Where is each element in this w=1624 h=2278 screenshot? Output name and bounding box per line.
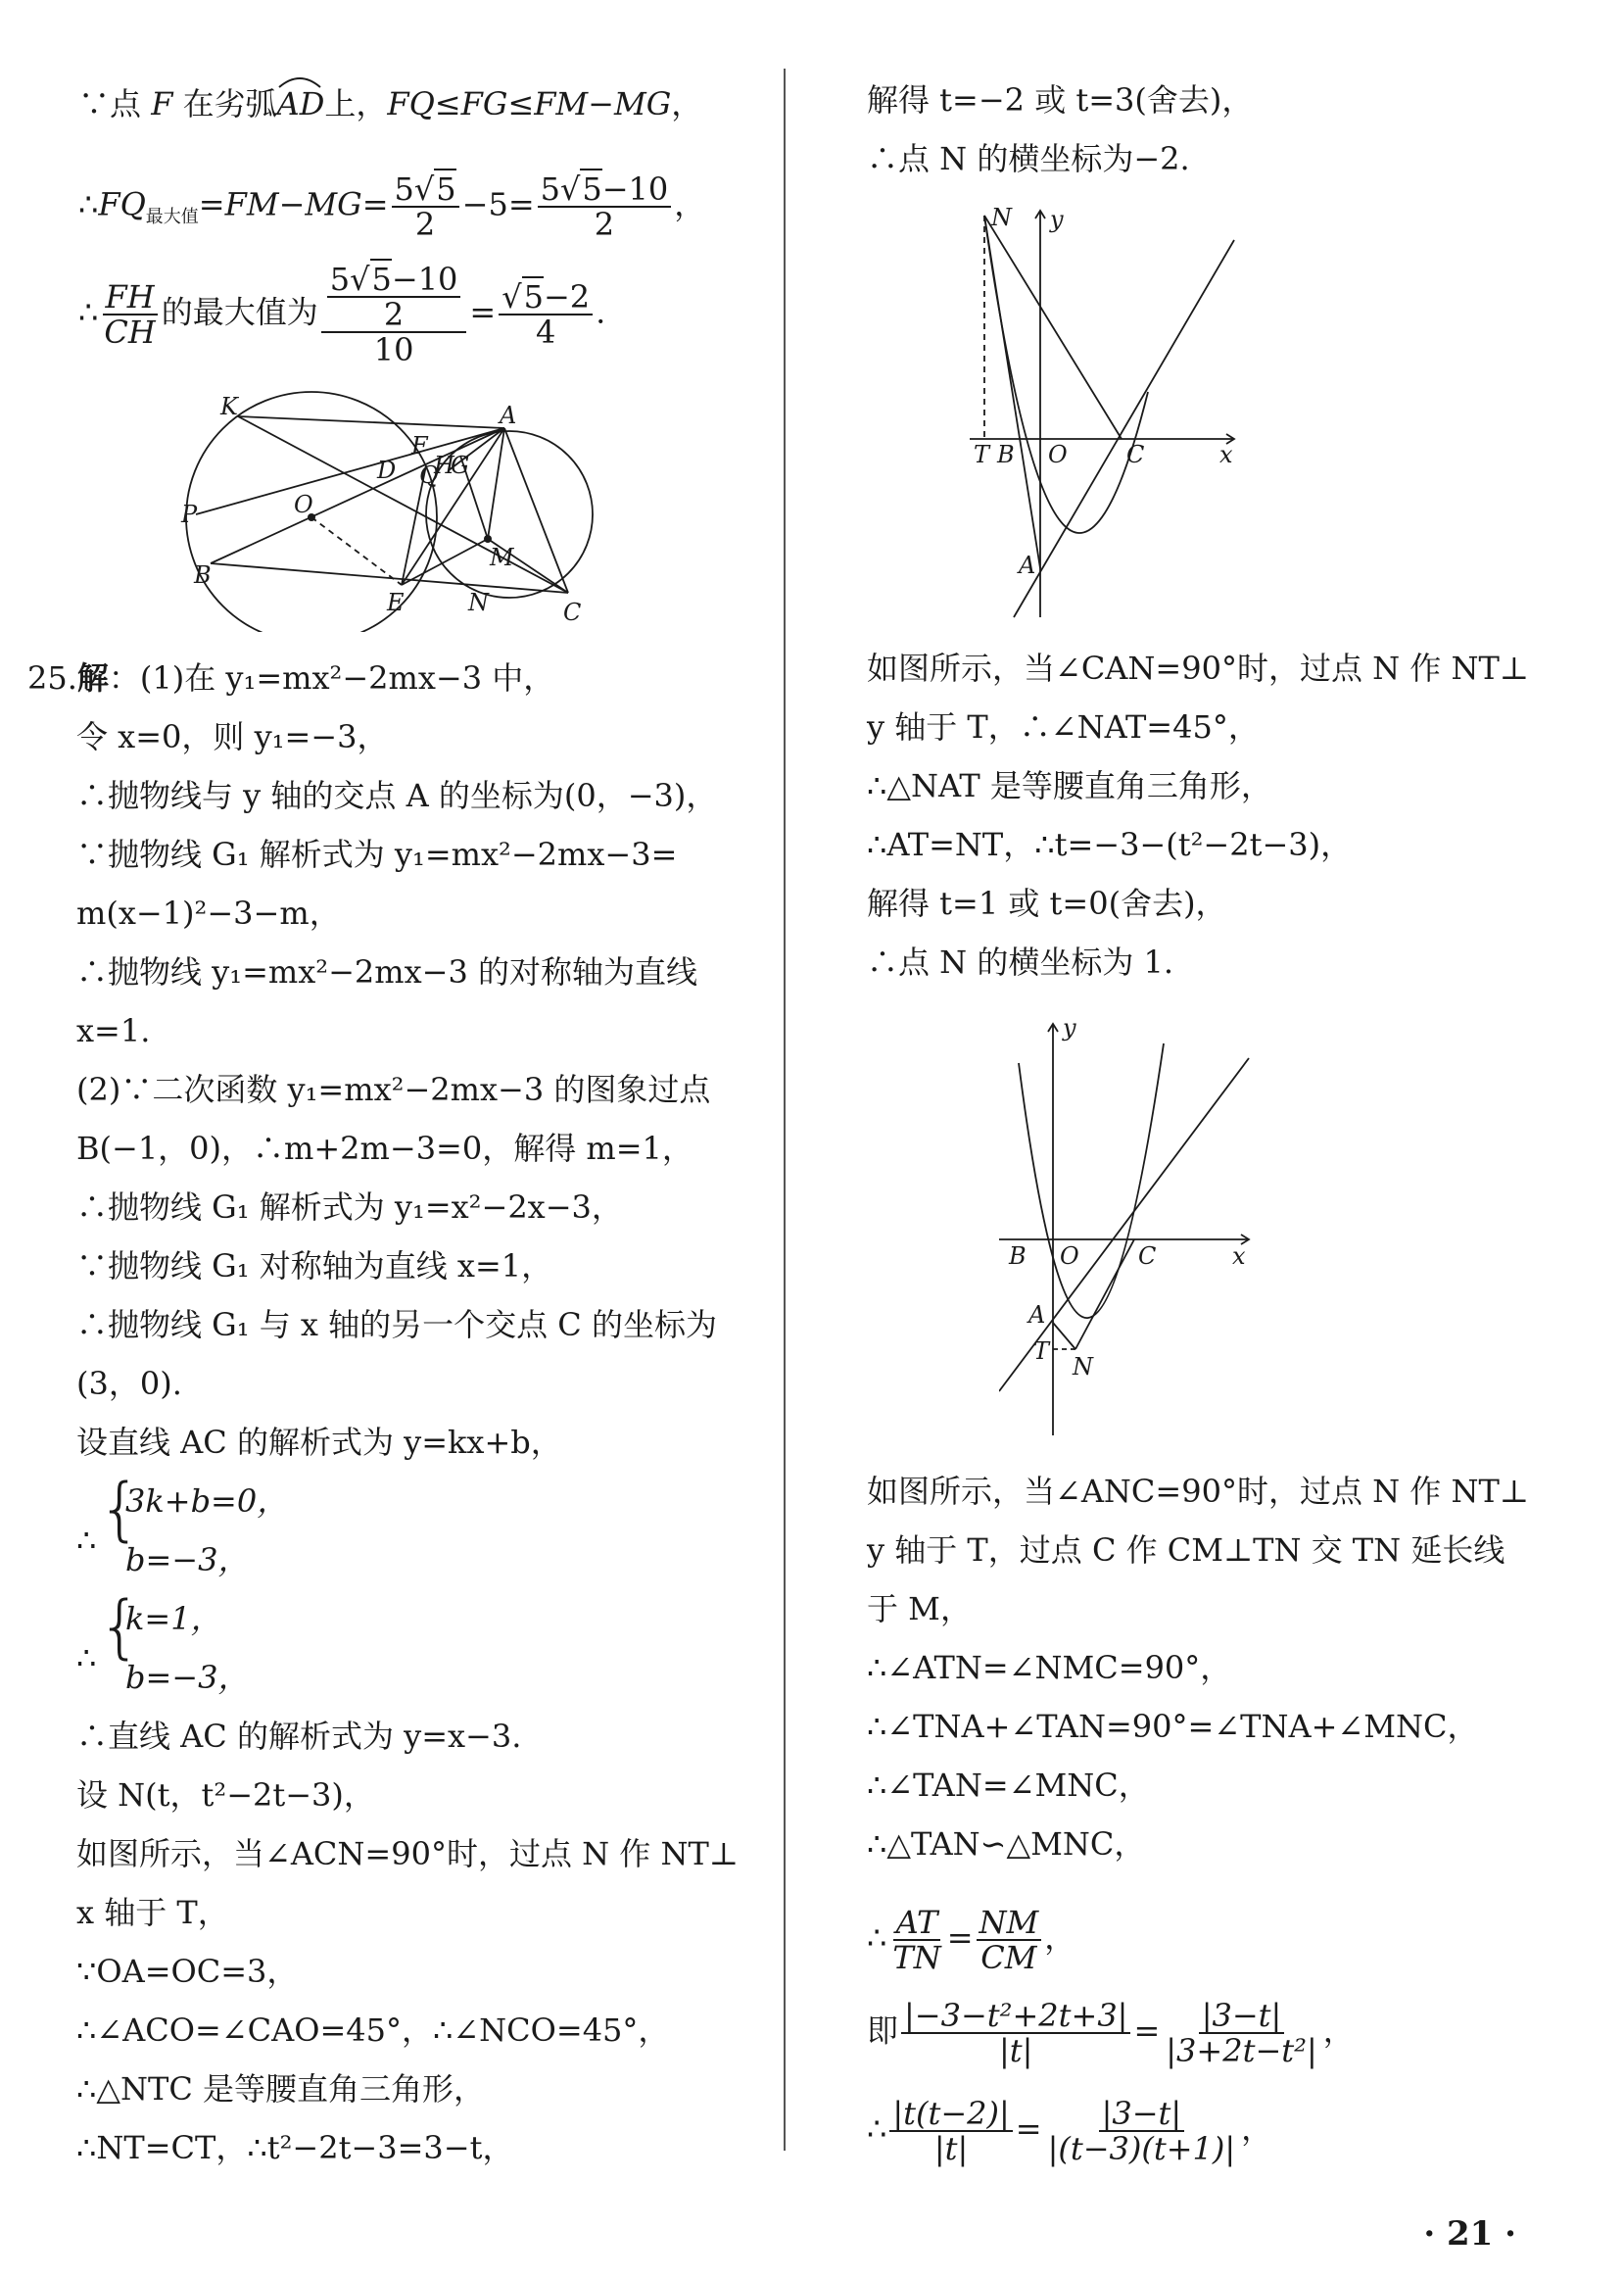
g1-label-t: T	[974, 441, 990, 468]
line-s15b: b=−3，	[125, 1659, 250, 1696]
line-r10: y 轴于 T，过点 C 作 CM⊥TN 交 TN 延长线	[867, 1531, 1505, 1569]
line-r3: 如图所示，当∠CAN=90°时，过点 N 作 NT⊥	[867, 650, 1529, 687]
g2-label-n: N	[1073, 1353, 1093, 1381]
brace-1: {	[98, 1469, 142, 1549]
line-r11: 于 M，	[867, 1590, 972, 1627]
line-r1: 解得 t=−2 或 t=3(舍去)，	[867, 81, 1254, 119]
line-r6: ∴AT=NT，∴t=−3−(t²−2t−3)，	[867, 826, 1353, 863]
line-s18: 如图所示，当∠ACN=90°时，过点 N 作 NT⊥	[76, 1835, 739, 1872]
line-s15a: k=1，	[125, 1600, 222, 1637]
g1-label-c: C	[1126, 441, 1145, 468]
frac-complex: $\frac{\frac{5√5-10}{2}}{10}$	[321, 263, 467, 366]
seg-am	[488, 428, 504, 539]
label-g: G	[451, 452, 470, 479]
seg-nc	[984, 216, 1122, 439]
line-s10: ∵抛物线 G₁ 对称轴为直线 x=1，	[76, 1247, 553, 1284]
g2-label-t: T	[1033, 1337, 1050, 1365]
circle-figure	[167, 387, 607, 632]
line-s2: ∴抛物线与 y 轴的交点 A 的坐标为(0，−3)，	[76, 777, 718, 814]
label-b: B	[194, 561, 212, 589]
point-m	[484, 535, 492, 543]
label-h: H	[434, 452, 454, 479]
line-ac	[1014, 240, 1234, 617]
brace-2: {	[98, 1586, 142, 1667]
arc-ad: AD	[277, 85, 325, 122]
seg-ac	[504, 428, 568, 593]
line-s21: ∴∠ACO=∠CAO=45°，∴∠NCO=45°，	[76, 2011, 670, 2049]
graph-1	[970, 196, 1244, 627]
line-s5: ∴抛物线 y₁=mx²−2mx−3 的对称轴为直线	[76, 953, 698, 991]
label-f: F	[411, 432, 428, 460]
g1-label-a: A	[1019, 552, 1036, 579]
frac-nm-cm: $\frac{NM}{CM}$	[977, 1906, 1042, 1974]
label-m: M	[490, 544, 514, 571]
frac-1: $\frac{5√5}{2}$	[392, 172, 459, 241]
line-s9: ∴抛物线 G₁ 解析式为 y₁=x²−2x−3，	[76, 1188, 623, 1226]
g2-label-a: A	[1028, 1301, 1046, 1329]
label-q: Q	[419, 461, 439, 489]
line-s20: ∵OA=OC=3，	[76, 1953, 299, 1990]
line-s6: x=1.	[76, 1012, 151, 1049]
g2-label-y: y	[1063, 1014, 1076, 1042]
frac-r17-2: $\frac{|3-t|}{\text{|3+2t−t²|}}$	[1166, 1997, 1317, 2069]
label-o: O	[294, 491, 313, 518]
frac-r18-2: $\frac{|3-t|}{|(t-3)(t+1)|}$	[1047, 2095, 1236, 2167]
line-s14-pre: ∴	[76, 1522, 97, 1559]
label-a: A	[500, 402, 517, 429]
g1-label-y: y	[1050, 206, 1064, 233]
line-s7: (2)∵二次函数 y₁=mx²−2mx−3 的图象过点	[76, 1071, 711, 1108]
line-r7: 解得 t=1 或 t=0(舍去)，	[867, 885, 1227, 922]
seg-em	[402, 539, 488, 585]
g1-label-n: N	[991, 204, 1012, 231]
line-l1: ∵点 F 在劣弧 AD上，FQ≤FG≤FM−MG，	[78, 84, 702, 123]
g2-label-b: B	[1009, 1242, 1027, 1270]
g2-label-c: C	[1138, 1242, 1157, 1270]
seg-ka	[238, 416, 504, 428]
g2-label-x: x	[1232, 1242, 1246, 1270]
line-r9: 如图所示，当∠ANC=90°时，过点 N 作 NT⊥	[867, 1473, 1529, 1510]
line-s1: 令 x=0，则 y₁=−3，	[76, 718, 389, 755]
line-s12: (3，0).	[76, 1365, 182, 1402]
line-s3: ∵抛物线 G₁ 解析式为 y₁=mx²−2mx−3=	[76, 836, 678, 873]
line-l2: $\therefore FQ_{最大值}=FM-MG=$ $\frac{5√5}{2}$ −5= $\frac{5√5-10}{2}$ ，	[78, 170, 706, 243]
seg-kc	[238, 416, 568, 593]
parabola	[1019, 1043, 1164, 1318]
frac-at-tn: $\frac{AT}{TN}$	[892, 1904, 941, 1976]
line-s13: 设直线 AC 的解析式为 y=kx+b，	[76, 1424, 562, 1461]
line-r18: ∴ $\frac{|t(t-2)|}{|t|}$ = $\frac{|3-t|}{|(t-3)(t+1)|}$ ，	[867, 2095, 1273, 2167]
line-r2: ∴点 N 的横坐标为−2.	[867, 140, 1190, 177]
frac-r18-1: $\frac{|t(t-2)|}{|t|}$	[889, 2097, 1012, 2165]
frac-fh-ch: $\frac{FH}{CH}$	[104, 278, 156, 351]
line-s22: ∴△NTC 是等腰直角三角形，	[76, 2070, 485, 2108]
line-l3: ∴ $\frac{FH}{CH}$ 的最大值为 $\frac{\frac{5√5-10}{2}}{10}$ = $\frac{√5-2}{4}$ .	[78, 261, 606, 368]
line-s11: ∴抛物线 G₁ 与 x 轴的另一个交点 C 的坐标为	[76, 1306, 717, 1343]
line-s16: ∴直线 AC 的解析式为 y=x−3.	[76, 1718, 522, 1755]
line-r8: ∴点 N 的横坐标为 1.	[867, 944, 1174, 981]
line-r4: y 轴于 T，∴∠NAT=45°，	[867, 708, 1260, 746]
g1-label-b: B	[997, 441, 1015, 468]
seg-an	[1053, 1323, 1075, 1349]
line-s4: m(x−1)²−3−m，	[76, 895, 341, 932]
line-s17: 设 N(t，t²−2t−3)，	[76, 1776, 375, 1814]
line-r13: ∴∠TNA+∠TAN=90°=∠TNA+∠MNC，	[867, 1708, 1479, 1745]
line-r5: ∴△NAT 是等腰直角三角形，	[867, 767, 1272, 804]
g2-label-o: O	[1060, 1242, 1079, 1270]
column-divider	[784, 69, 786, 2151]
label-p: P	[181, 501, 198, 528]
label-n: N	[468, 589, 489, 616]
graph-2	[999, 1014, 1254, 1445]
arc-mark	[277, 73, 322, 89]
line-s14a: 3k+b=0，	[125, 1482, 289, 1520]
line-s14b: b=−3，	[125, 1541, 250, 1578]
line-r16: ∴ $\frac{AT}{TN}$ = $\frac{NM}{CM}$ ，	[867, 1904, 1076, 1976]
seg-na	[984, 216, 1040, 568]
seg-nc	[1075, 1239, 1134, 1349]
label-e: E	[387, 589, 405, 616]
line-s15-pre: ∴	[76, 1639, 97, 1676]
g1-label-x: x	[1219, 441, 1233, 468]
line-s19: x 轴于 T，	[76, 1894, 229, 1931]
line-r15: ∴△TAN∽△MNC，	[867, 1825, 1146, 1863]
frac-2: $\frac{5√5-10}{2}$	[538, 172, 672, 241]
line-r12: ∴∠ATN=∠NMC=90°，	[867, 1649, 1232, 1686]
frac-r17-1: $\frac{\text{|−3−t²+2t+3|}}{|t|}$	[901, 1999, 1130, 2067]
line-r14: ∴∠TAN=∠MNC，	[867, 1767, 1150, 1804]
line-r17: 即 $\frac{\text{|−3−t²+2t+3|}}{|t|}$ = $\frac{|3-t|}{\text{|3+2t−t²|}}$ ，	[867, 1997, 1355, 2069]
page-number: · 21 ·	[1423, 2214, 1516, 2254]
line-s23: ∴NT=CT，∴t²−2t−3=3−t，	[76, 2129, 514, 2166]
line-q25: 25.解：(1)在 y₁=mx²−2mx−3 中，	[27, 659, 555, 697]
g1-label-o: O	[1048, 441, 1068, 468]
label-k: K	[220, 393, 238, 420]
label-c: C	[563, 599, 582, 626]
line-s8: B(−1，0)，∴m+2m−3=0，解得 m=1，	[76, 1130, 693, 1167]
frac-result: $\frac{√5-2}{4}$	[499, 280, 593, 349]
label-d: D	[377, 457, 397, 484]
